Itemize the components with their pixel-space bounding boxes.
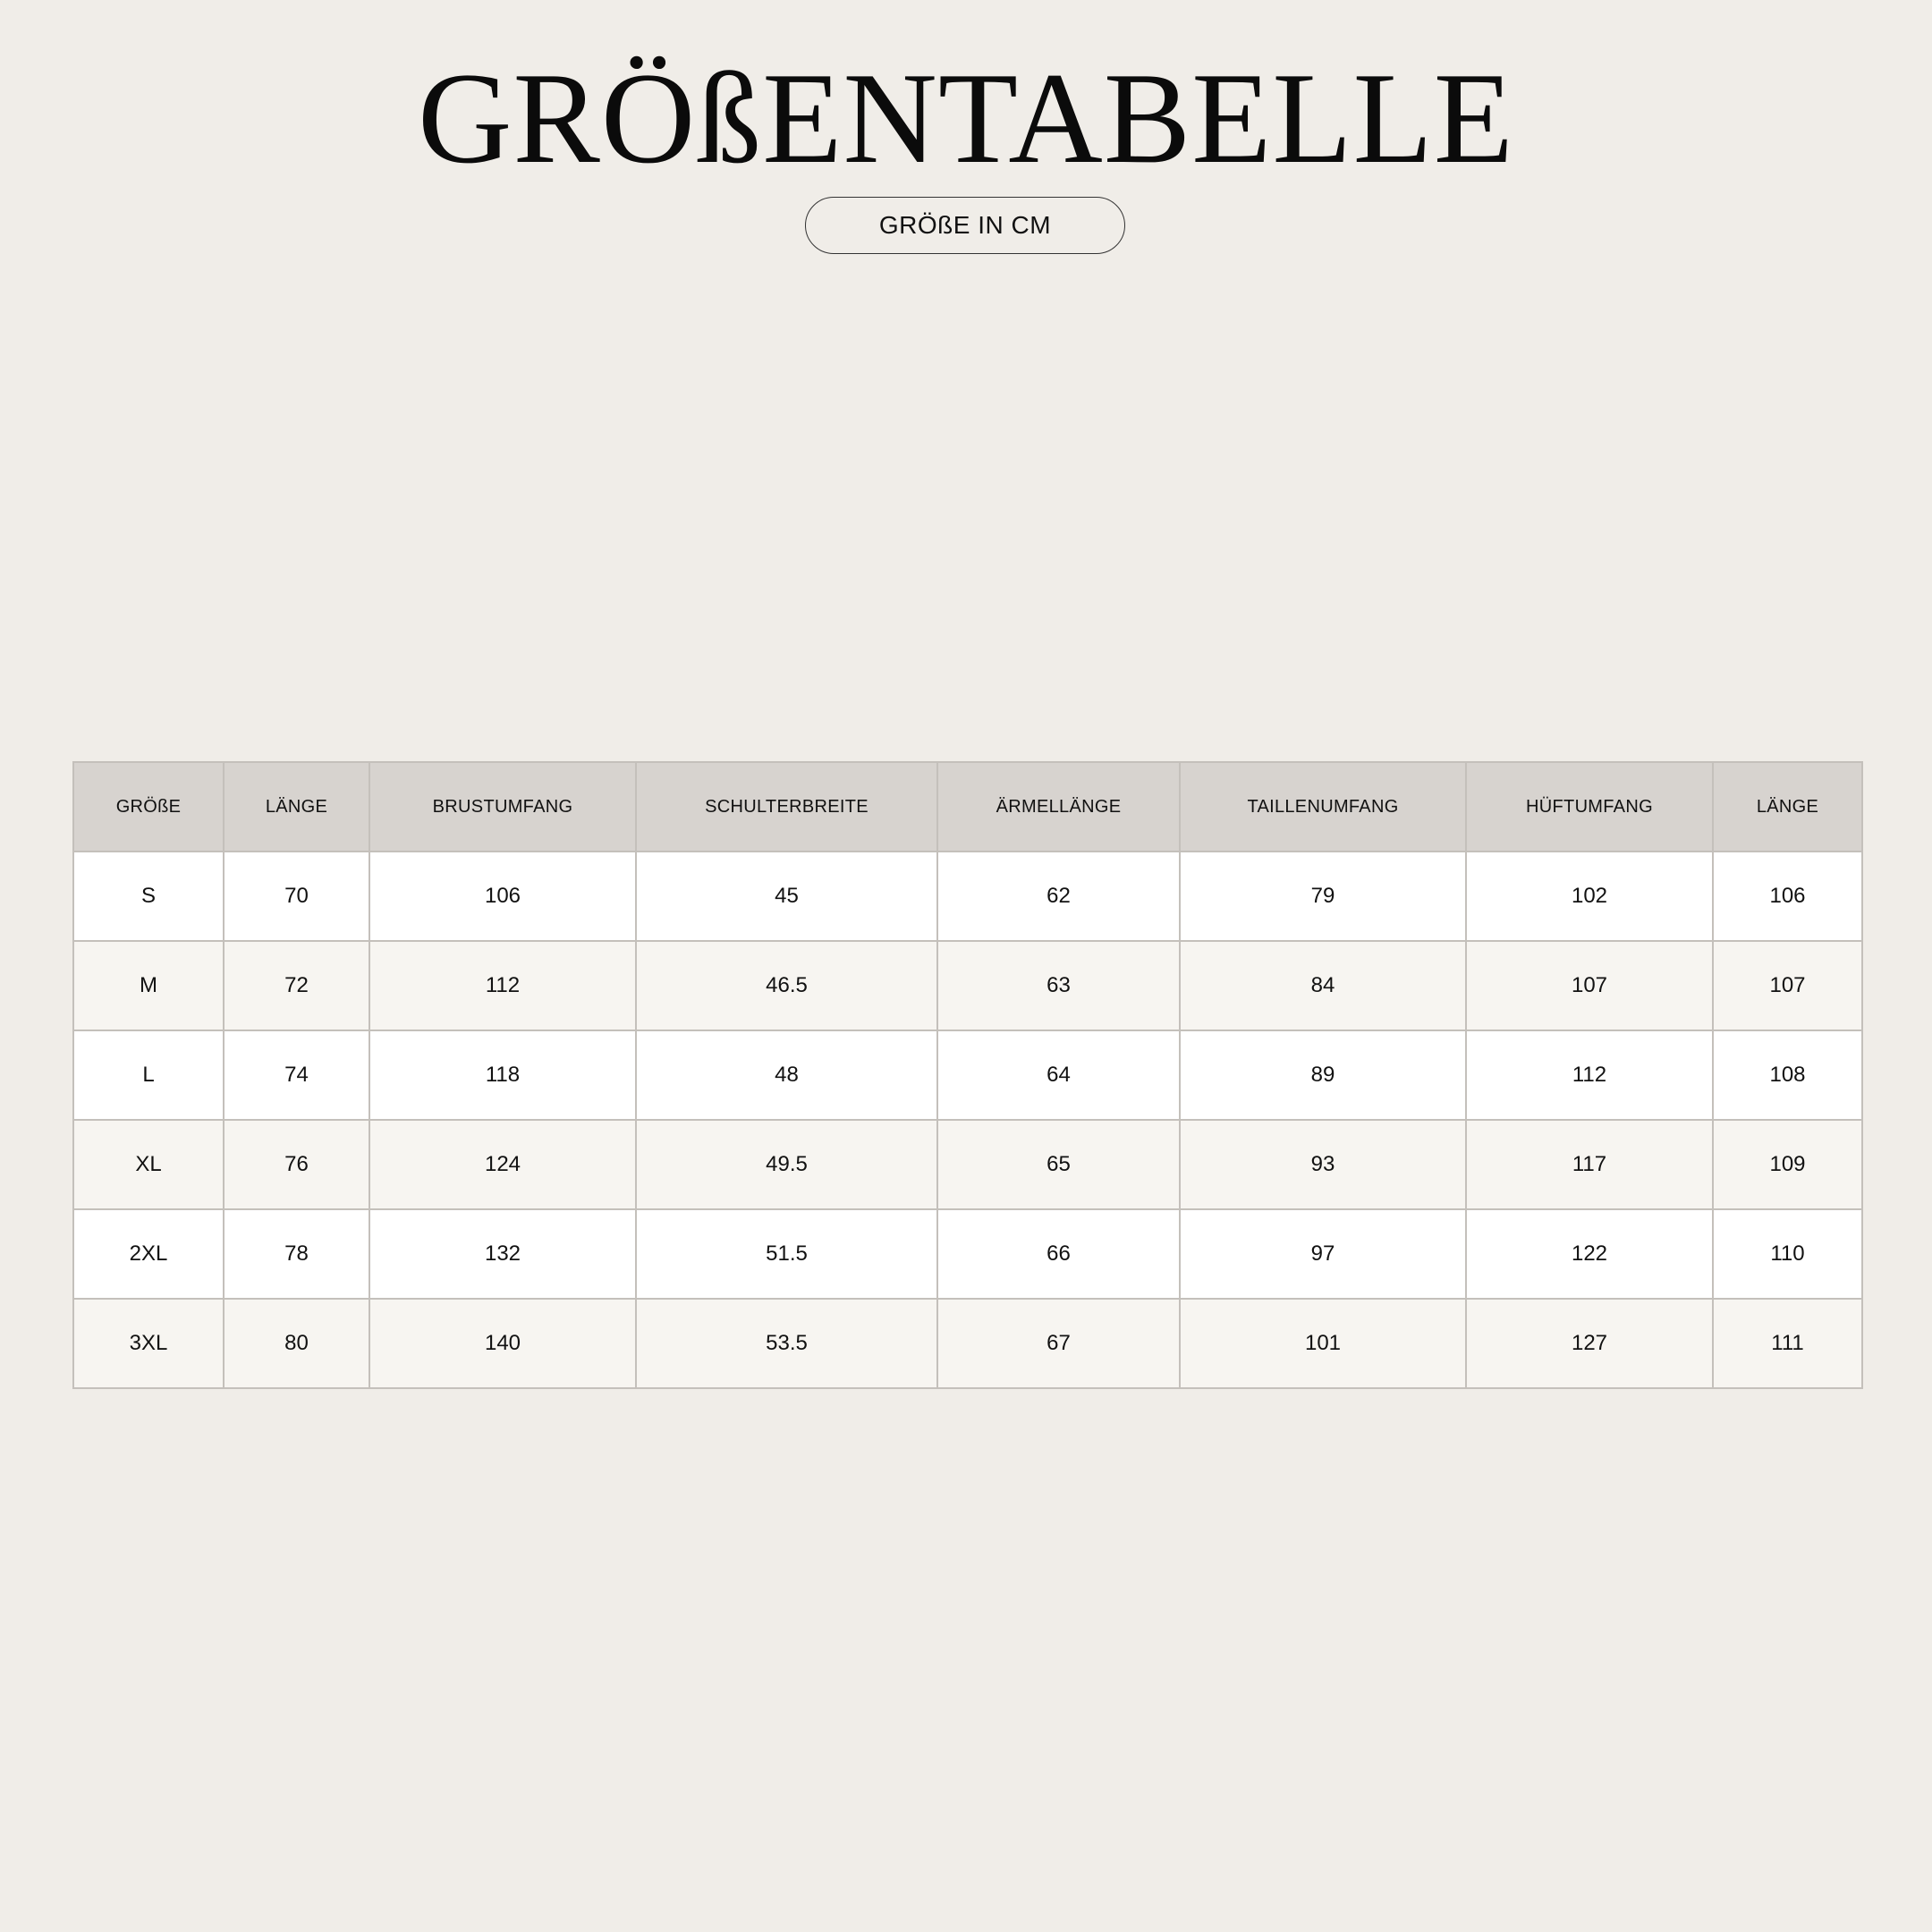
table-cell: 124 xyxy=(369,1120,636,1209)
table-cell: 65 xyxy=(937,1120,1180,1209)
table-cell: 122 xyxy=(1466,1209,1713,1299)
column-header: LÄNGE xyxy=(1713,762,1862,852)
table-row xyxy=(73,1299,1862,1388)
column-header: ÄRMELLÄNGE xyxy=(937,762,1180,852)
table-cell: XL xyxy=(73,1120,224,1209)
column-header: HÜFTUMFANG xyxy=(1466,762,1713,852)
table-cell: M xyxy=(73,941,224,1030)
table-cell: 111 xyxy=(1713,1299,1862,1388)
table-cell: 45 xyxy=(636,852,937,941)
table-cell: S xyxy=(73,852,224,941)
table-cell: 108 xyxy=(1713,1030,1862,1120)
table-cell: 107 xyxy=(1713,941,1862,1030)
table-cell: 2XL xyxy=(73,1209,224,1299)
table-cell: 101 xyxy=(1180,1299,1466,1388)
table-cell: L xyxy=(73,1030,224,1120)
column-header: GRÖßE xyxy=(73,762,224,852)
table-cell: 64 xyxy=(937,1030,1180,1120)
table-cell: 74 xyxy=(224,1030,369,1120)
table-cell: 53.5 xyxy=(636,1299,937,1388)
table-cell: 78 xyxy=(224,1209,369,1299)
table-cell: 84 xyxy=(1180,941,1466,1030)
table-cell: 76 xyxy=(224,1120,369,1209)
table-cell: 140 xyxy=(369,1299,636,1388)
page-title: GRÖßENTABELLE xyxy=(418,46,1514,191)
table-cell: 51.5 xyxy=(636,1209,937,1299)
column-header: TAILLENUMFANG xyxy=(1180,762,1466,852)
table-row xyxy=(73,1209,1862,1299)
table-cell: 62 xyxy=(937,852,1180,941)
table-cell: 127 xyxy=(1466,1299,1713,1388)
table-cell: 110 xyxy=(1713,1209,1862,1299)
column-header: BRUSTUMFANG xyxy=(369,762,636,852)
table-cell: 66 xyxy=(937,1209,1180,1299)
table-cell: 112 xyxy=(369,941,636,1030)
table-cell: 48 xyxy=(636,1030,937,1120)
table-row xyxy=(73,1030,1862,1120)
table-cell: 93 xyxy=(1180,1120,1466,1209)
size-table xyxy=(72,761,1863,1389)
table-cell: 117 xyxy=(1466,1120,1713,1209)
table-cell: 67 xyxy=(937,1299,1180,1388)
table-cell: 72 xyxy=(224,941,369,1030)
table-cell: 112 xyxy=(1466,1030,1713,1120)
table-cell: 3XL xyxy=(73,1299,224,1388)
table-cell: 46.5 xyxy=(636,941,937,1030)
table-header-row xyxy=(73,762,1862,852)
table-cell: 109 xyxy=(1713,1120,1862,1209)
table-row xyxy=(73,941,1862,1030)
table-cell: 118 xyxy=(369,1030,636,1120)
table-cell: 89 xyxy=(1180,1030,1466,1120)
table-cell: 102 xyxy=(1466,852,1713,941)
table-cell: 106 xyxy=(1713,852,1862,941)
table-cell: 79 xyxy=(1180,852,1466,941)
table-cell: 106 xyxy=(369,852,636,941)
table-cell: 63 xyxy=(937,941,1180,1030)
table-row xyxy=(73,1120,1862,1209)
column-header: SCHULTERBREITE xyxy=(636,762,937,852)
unit-badge: GRÖßE IN CM xyxy=(805,197,1125,254)
table-row xyxy=(73,852,1862,941)
table-cell: 70 xyxy=(224,852,369,941)
table-cell: 80 xyxy=(224,1299,369,1388)
table-cell: 49.5 xyxy=(636,1120,937,1209)
table-cell: 97 xyxy=(1180,1209,1466,1299)
table-cell: 132 xyxy=(369,1209,636,1299)
column-header: LÄNGE xyxy=(224,762,369,852)
table-cell: 107 xyxy=(1466,941,1713,1030)
